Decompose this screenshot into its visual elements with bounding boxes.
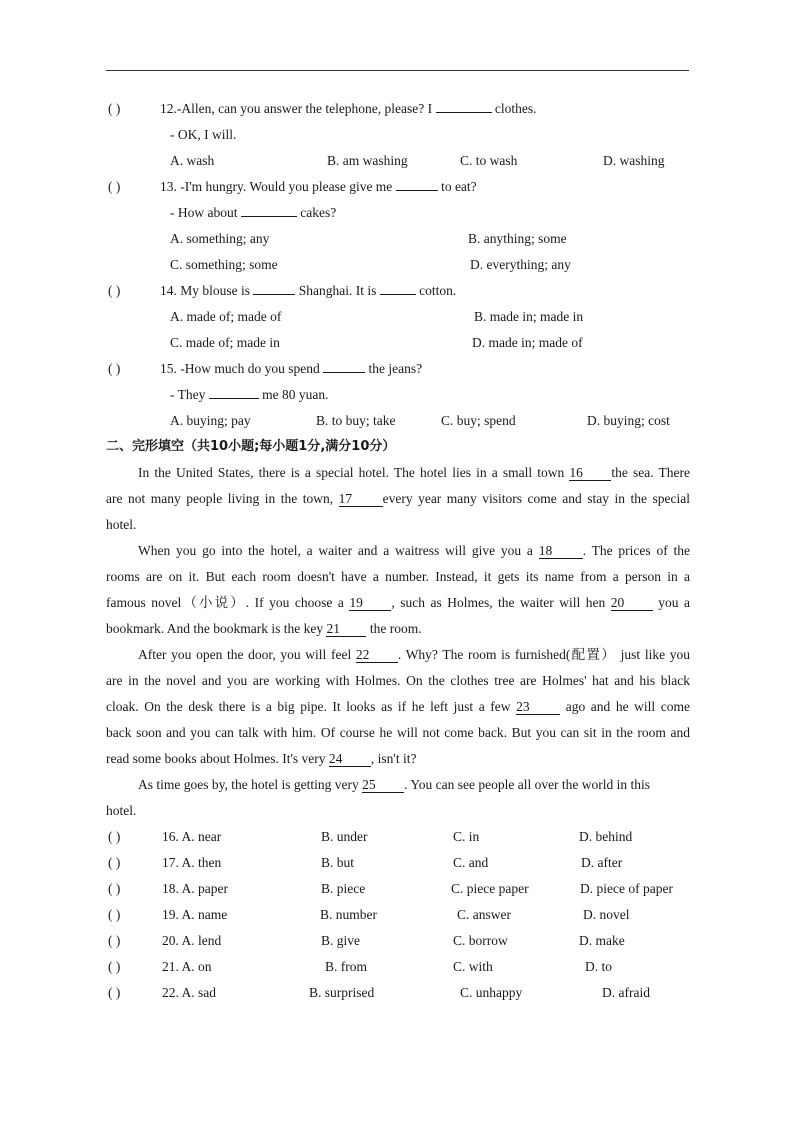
q14-option-d: D. made in; made of: [472, 335, 583, 350]
q15-option-a: A. buying; pay: [170, 413, 251, 428]
blank-15b: [209, 398, 259, 399]
blank-17: 17: [339, 491, 383, 507]
q20-option-d: D. make: [579, 933, 625, 948]
blank-20: 20: [611, 595, 653, 611]
q15-option-c: C. buy; spend: [441, 413, 516, 428]
answer-paren-14[interactable]: ( ): [108, 283, 121, 298]
q18-option-b: B. piece: [321, 881, 366, 896]
q22-option-b: B. surprised: [309, 985, 375, 1000]
blank-25: 25: [362, 777, 404, 793]
q21-option-d: D. to: [585, 959, 612, 974]
q13-option-a: A. something; any: [170, 231, 270, 246]
q17-option-d: D. after: [581, 855, 623, 870]
q16-option-b: B. under: [321, 829, 368, 844]
blank-19: 19: [349, 595, 391, 611]
q16-option-c: C. in: [453, 829, 480, 844]
q13-option-d: D. everything; any: [470, 257, 571, 272]
question-12-reply: - OK, I will.: [170, 127, 237, 142]
passage-line: In the United States, there is a special hotel. The hotel lies in a small town 16 the sea. There: [138, 465, 691, 480]
q18-option-a: 18. A. paper: [162, 881, 228, 896]
q16-option-d: D. behind: [579, 829, 633, 844]
q15-option-b: B. to buy; take: [316, 413, 396, 428]
passage-line: bookmark. And the bookmark is the key 21 the room.: [106, 621, 422, 636]
q21-option-a: 21. A. on: [162, 959, 212, 974]
passage-line: hotel.: [106, 517, 137, 532]
blank-16: 16: [569, 465, 611, 481]
question-12-stem: 12.-Allen, can you answer the telephone, please? I clothes.: [160, 101, 537, 116]
passage-line: famous novel（小说）. If you choose a 19 , such as Holmes, the waiter will hen 20 you a: [106, 595, 690, 610]
q14-option-b: B. made in; made in: [474, 309, 584, 324]
q16-option-a: 16. A. near: [162, 829, 222, 844]
q12-option-d: D. washing: [603, 153, 665, 168]
passage-line: are not many people living in the town, 17 every year many visitors come and stay in the special: [106, 491, 691, 506]
q13-option-b: B. anything; some: [468, 231, 567, 246]
q15-option-d: D. buying; cost: [587, 413, 670, 428]
q20-option-b: B. give: [321, 933, 360, 948]
answer-paren-19[interactable]: ( ): [108, 907, 121, 922]
question-15-reply: - They me 80 yuan.: [170, 387, 329, 402]
q21-option-b: B. from: [325, 959, 367, 974]
passage-line: read some books about Holmes. It's very 24 , isn't it?: [106, 751, 417, 766]
q19-option-b: B. number: [320, 907, 377, 922]
passage-line: hotel.: [106, 803, 137, 818]
answer-paren-21[interactable]: ( ): [108, 959, 121, 974]
blank-21: 21: [326, 621, 366, 637]
q20-option-c: C. borrow: [453, 933, 508, 948]
passage-line: When you go into the hotel, a waiter and a waitress will give you a 18 . The prices of the: [138, 543, 690, 558]
section-heading-cloze: 二、完形填空（共10小题;每小题1分,满分10分）: [106, 439, 396, 454]
q17-option-b: B. but: [321, 855, 355, 870]
q12-option-a: A. wash: [170, 153, 215, 168]
answer-paren-20[interactable]: ( ): [108, 933, 121, 948]
q14-option-c: C. made of; made in: [170, 335, 280, 350]
passage-line: rooms are on it. But each room doesn't have a number. Instead, it gets its name from a person in a: [106, 569, 690, 584]
answer-paren-15[interactable]: ( ): [108, 361, 121, 376]
q17-option-a: 17. A. then: [162, 855, 222, 870]
passage-line: are in the novel and you are working with Holmes. On the clothes tree are Holmes' hat and his black: [106, 673, 690, 688]
blank-13b: [241, 216, 297, 217]
q12-option-b: B. am washing: [327, 153, 408, 168]
question-14-stem: 14. My blouse is Shanghai. It is cotton.: [160, 283, 457, 298]
answer-paren-17[interactable]: ( ): [108, 855, 121, 870]
q22-option-a: 22. A. sad: [162, 985, 216, 1000]
blank-24: 24: [329, 751, 371, 767]
passage-line: cloak. On the desk there is a big pipe. It looks as if he left just a few 23 ago and he will come: [106, 699, 690, 714]
blank-14b: [380, 294, 416, 295]
blank-23: 23: [516, 699, 560, 715]
answer-paren-22[interactable]: ( ): [108, 985, 121, 1000]
q21-option-c: C. with: [453, 959, 493, 974]
q17-option-c: C. and: [453, 855, 489, 870]
blank-13a: [396, 190, 438, 191]
q18-option-d: D. piece of paper: [580, 881, 673, 896]
question-15-stem: 15. -How much do you spend the jeans?: [160, 361, 423, 376]
q19-option-c: C. answer: [457, 907, 511, 922]
blank-14a: [253, 294, 295, 295]
q22-option-d: D. afraid: [602, 985, 650, 1000]
question-13-reply: - How about cakes?: [170, 205, 337, 220]
passage-line: As time goes by, the hotel is getting very 25 . You can see people all over the world in this: [138, 777, 651, 792]
answer-paren-16[interactable]: ( ): [108, 829, 121, 844]
question-13-stem: 13. -I'm hungry. Would you please give me to eat?: [160, 179, 477, 194]
answer-paren-18[interactable]: ( ): [108, 881, 121, 896]
blank-15a: [323, 372, 365, 373]
q19-option-a: 19. A. name: [162, 907, 228, 922]
q19-option-d: D. novel: [583, 907, 630, 922]
q22-option-c: C. unhappy: [460, 985, 523, 1000]
header-rule: [106, 70, 689, 71]
blank-22: 22: [356, 647, 398, 663]
q12-option-c: C. to wash: [460, 153, 518, 168]
passage-line: back soon and you can talk with him. Of course he will not come back. But you can sit in the room and: [106, 725, 690, 740]
passage-line: After you open the door, you will feel 22 . Why? The room is furnished(配置） just like you: [138, 647, 691, 662]
answer-paren-13[interactable]: ( ): [108, 179, 121, 194]
q14-option-a: A. made of; made of: [170, 309, 282, 324]
q18-option-c: C. piece paper: [451, 881, 529, 896]
q13-option-c: C. something; some: [170, 257, 278, 272]
answer-paren-12[interactable]: ( ): [108, 101, 121, 116]
q20-option-a: 20. A. lend: [162, 933, 222, 948]
blank-12: [436, 112, 492, 113]
blank-18: 18: [539, 543, 583, 559]
